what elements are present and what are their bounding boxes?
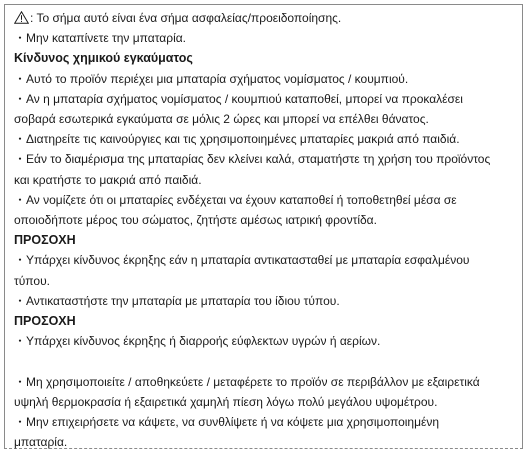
line-environment-2: υψηλή θερμοκρασία ή εξαιρετικά χαμηλή πίεση λόγω πολύ μεγάλου υψομέτρου. [14,394,438,409]
warning-triangle-icon [14,11,29,24]
line-compartment-2: και κρατήστε το μακριά από παιδιά. [14,172,202,187]
blank-line [14,351,523,371]
line-leak: ・Υπάρχει κίνδυνος έκρηξης ή διαρροής εύφλεκτων υγρών ή αερίων. [14,334,381,349]
line-explosion-1: ・Υπάρχει κίνδυνος έκρηξης εάν η μπαταρία αντικατασταθεί με μπαταρία εσφαλμένου [14,253,470,268]
line-explosion-2: τύπου. [14,273,50,288]
heading-caution-2: ΠΡΟΣΟΧΗ [14,314,76,329]
line-swallowed-2: σοβαρά εσωτερικά εγκαύματα σε μόλις 2 ώρες και μπορεί να επέλθει θάνατος. [14,112,429,127]
line-compartment-1: ・Εάν το διαμέρισμα της μπαταρίας δεν κλείνει καλά, σταματήστε τη χρήση του προϊόντος [14,152,491,167]
line-keep-away: ・Διατηρείτε τις καινούργιες και τις χρησιμοποιημένες μπαταρίες μακριά από παιδιά. [14,132,460,147]
heading-chemical-burn: Κίνδυνος χημικού εγκαύματος [14,51,193,66]
line-contains-coin-battery: ・Αυτό το προϊόν περιέχει μια μπαταρία σχήματος νομίσματος / κουμπιού. [14,71,409,86]
line-environment-1: ・Μη χρησιμοποιείτε / αποθηκεύετε / μεταφέρετε το προϊόν σε περιβάλλον με εξαιρετικά [14,374,480,389]
line-no-swallow: ・Μην καταπίνετε την μπαταρία. [14,31,187,46]
warning-line: : Το σήμα αυτό είναι ένα σήμα ασφαλείας/προειδοποίησης. [14,8,523,28]
line-medical-1: ・Αν νομίζετε ότι οι μπαταρίες ενδέχεται να έχουν καταποθεί ή τοποθετηθεί μέσα σε [14,192,457,207]
line-do-not-burn-1: ・Μην επιχειρήσετε να κάψετε, να συνθλίψετε ή να κόψετε μια χρησιμοποιημένη [14,415,440,430]
line-do-not-burn-2: μπαταρία. [14,435,68,450]
heading-caution-1: ΠΡΟΣΟΧΗ [14,233,76,248]
safety-text [14,8,523,452]
line-replace-same-type: ・Αντικαταστήστε την μπαταρία με μπαταρία του ίδιου τύπου. [14,293,340,308]
line-medical-2: οποιοδήποτε μέρος του σώματος, ζητήστε αμέσως ιατρική φροντίδα. [14,213,377,228]
line-swallowed-1: ・Αν η μπαταρία σχήματος νομίσματος / κουμπιού καταποθεί, μπορεί να προκαλέσει [14,91,463,106]
